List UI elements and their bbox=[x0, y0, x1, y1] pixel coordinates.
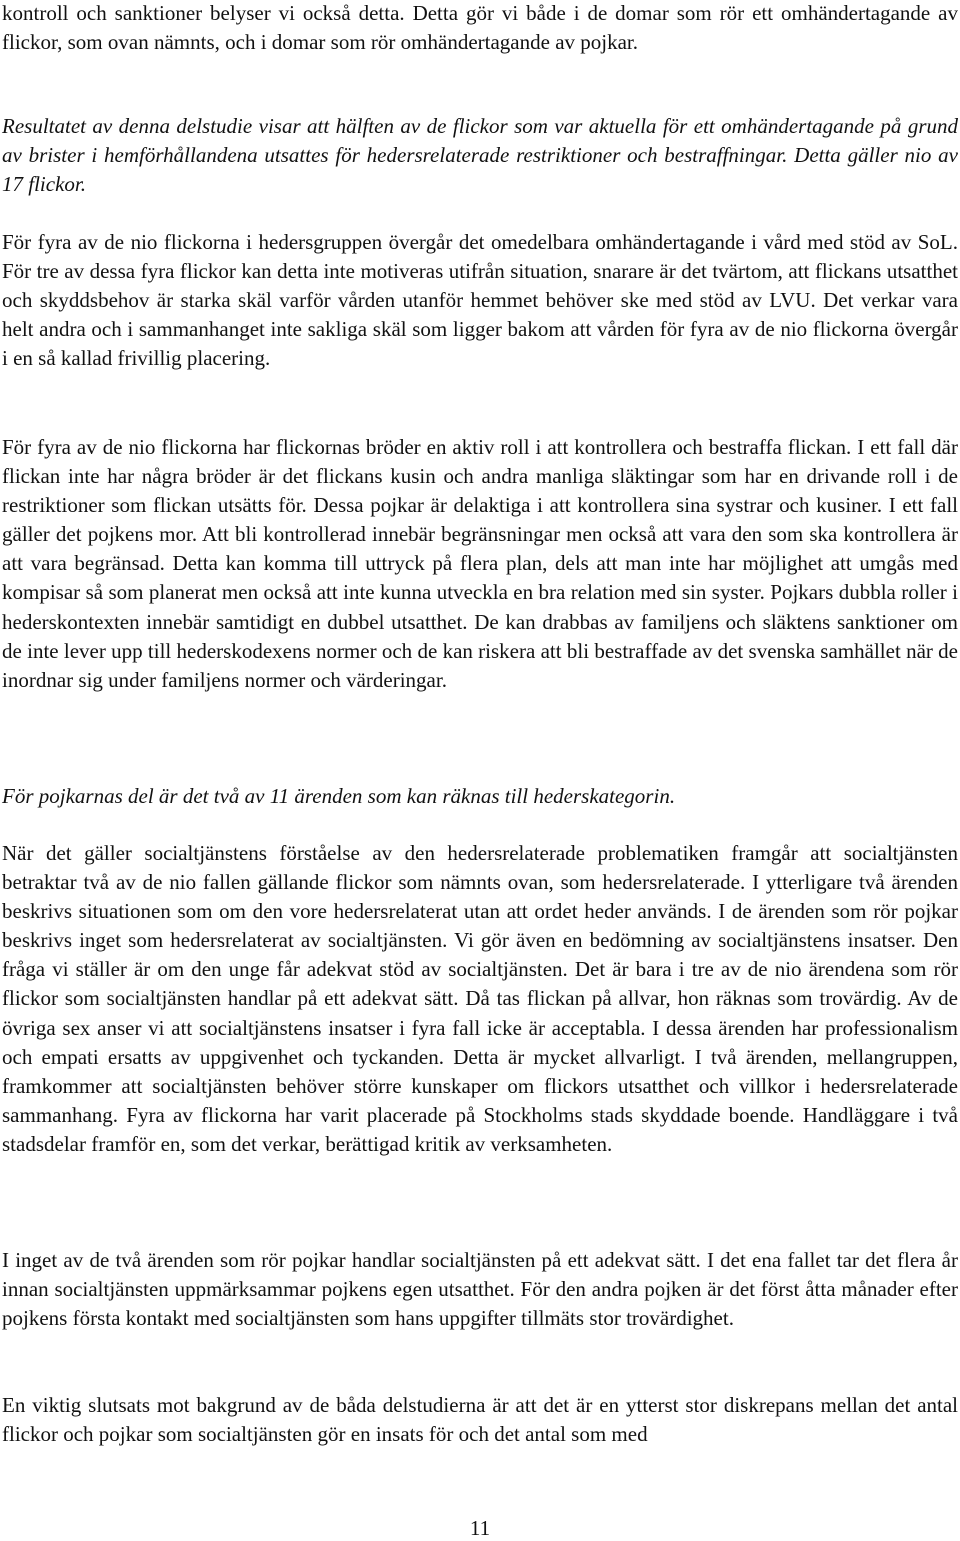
paragraph-4: För fyra av de nio flickorna har flickornas bröder en aktiv roll i att kontrollera och bestraffa flickan. I ett fall där flickan inte har några bröder är det flickans kusin och andra manliga släktingar som har en drivande roll i de restriktioner som flickan utsätts för. Dessa pojkar är delaktiga i att kontrollera sina systrar och kusiner. I ett fall gäller det pojkens mor. Att bli kontrollerad innebär begränsningar men också att vara den som ska kontrollera är att vara begränsad. Detta kan komma till uttryck på flera plan, dels att man inte har möjlighet att umgås med kompisar så som planerat men också att inte kunna utveckla en bra relation med sin syster. Pojkars dubbla roller i hederskontexten innebär samtidigt en dubbel utsatthet. De kan drabbas av familjens och släktens sanktioner om de inte lever upp till hederskodexens normer och de kan riskera att bli bestraffade av det svenska samhället när de inordnar sig under familjens normer och värderingar. bbox=[2, 435, 958, 692]
paragraph-2-italic-summary: Resultatet av denna delstudie visar att hälften av de flickor som var aktuella för ett omhändertagande på grund av brister i hemförhållandena utsattes för hedersrelaterade restriktioner och bestraffningar. Detta gäller nio av 17 flickor. bbox=[2, 114, 958, 197]
page-number: 11 bbox=[469, 1516, 491, 1540]
document-page bbox=[2, 0, 958, 1541]
paragraph-6: När det gäller socialtjänstens förståelse av den hedersrelaterade problematiken framgår att socialtjänsten betraktar två av de nio fallen gällande flickor som nämnts ovan, som hedersrelaterade. I ytterligare två ärenden beskrivs situationen som om den vore hedersrelaterat utan att ordet heder används. I de ärenden som rör pojkar beskrivs inget som hedersrelaterat av socialtjänsten. Vi gör även en bedömning av socialtjänstens insatser. Den fråga vi ställer är om den unge får adekvat stöd av socialtjänsten. Det är bara i tre av de nio ärendena som rör flickor som socialtjänsten handlar på ett adekvat sätt. Då tas flickan på allvar, hon räknas som trovärdig. Av de övriga sex anser vi att socialtjänstens insatser i fyra fall icke är acceptabla. I dessa ärenden har professionalism och empati ersatts av uppgivenhet och tyckanden. Detta är mycket allvarligt. I två ärenden, mellangruppen, framkommer att socialtjänsten behöver större kunskaper om flickors utsatthet och villkor i hedersrelaterade sammanhang. Fyra av flickorna har varit placerade på Stockholms stads skyddade boende. Handläggare i två stadsdelar framför en, som det verkar, berättigad kritik av verksamheten. bbox=[2, 841, 958, 1156]
paragraph-7: I inget av de två ärenden som rör pojkar handlar socialtjänsten på ett adekvat sätt. I det ena fallet tar det flera år innan socialtjänsten uppmärksammar pojkens egen utsatthet. För den andra pojken är det först åtta månader efter pojkens första kontakt med socialtjänsten som hans uppgifter tillmäts stor trovärdighet. bbox=[2, 1248, 958, 1331]
paragraph-5-italic-summary: För pojkarnas del är det två av 11 ärenden som kan räknas till hederskategorin. bbox=[2, 784, 676, 808]
paragraph-1: kontroll och sanktioner belyser vi också detta. Detta gör vi både i de domar som rör ett omhändertagande av flickor, som ovan nämnts, och i domar som rör omhändertagande av pojkar. bbox=[2, 1, 958, 55]
paragraph-3: För fyra av de nio flickorna i hedersgruppen övergår det omedelbara omhändertagande i vård med stöd av SoL. För tre av dessa fyra flickor kan detta inte motiveras utifrån situation, snarare är det tvärtom, att flickans utsatthet och skyddsbehov är starka skäl varför vården utanför hemmet behöver ske med stöd av LVU. Det verkar vara helt andra och i sammanhanget inte sakliga skäl som ligger bakom att vården för fyra av de nio flickorna övergår i en så kallad frivillig placering. bbox=[2, 230, 958, 371]
paragraph-8: En viktig slutsats mot bakgrund av de båda delstudierna är att det är en ytterst stor diskrepans mellan det antal flickor och pojkar som socialtjänsten gör en insats för och det antal som med bbox=[2, 1393, 958, 1447]
